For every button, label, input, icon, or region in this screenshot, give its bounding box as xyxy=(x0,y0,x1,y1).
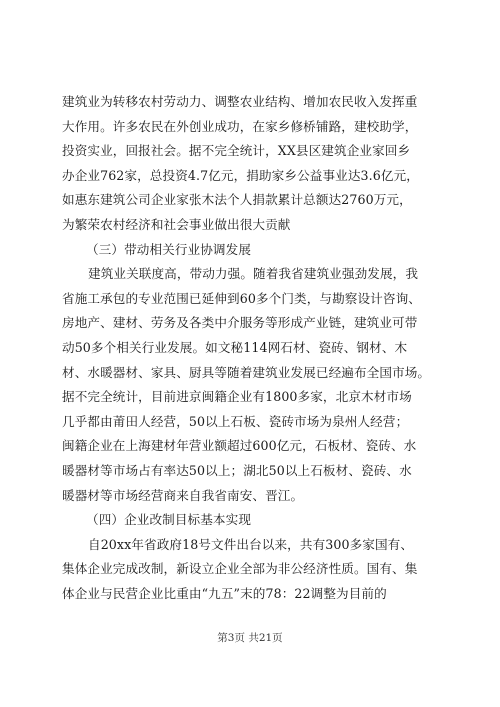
document-body xyxy=(62,90,444,606)
text-line: 省施工承包的专业范围已延伸到60多个门类，与勘察设计咨询、 xyxy=(62,290,421,306)
paragraph-first-line: 建筑业关联度高，带动力强。随着我省建筑业强劲发展，我 xyxy=(88,266,419,282)
text-line: 如惠东建筑公司企业家张木法个人捐款累计总额达2760万元， xyxy=(62,192,412,208)
text-line: 材、水暖器材、家具、厨具等随着建筑业发展已经遍布全国市场。 xyxy=(62,364,431,380)
text-line: 集体企业完成改制，新设立企业全部为非公经济性质。国有、集 xyxy=(62,561,418,577)
text-line: 闽籍企业在上海建材年营业额超过600亿元，石板材、瓷砖、水 xyxy=(62,438,417,454)
text-line: 房地产、建材、劳务及各类中介服务等形成产业链，建筑业可带 xyxy=(62,315,418,331)
text-line: 据不完全统计，目前进京闽籍企业有1800多家，北京木材市场 xyxy=(62,389,412,405)
text-line: 大作用。许多农民在外创业成功，在家乡修桥铺路，建校助学， xyxy=(62,118,418,134)
text-line: 暖器材等市场占有率达50以上；湖北50以上石板材、瓷砖、水 xyxy=(62,462,412,478)
text-line: 动50多个相关行业发展。如文秘114网石材、瓷砖、钢材、木 xyxy=(62,339,408,355)
text-line: 为繁荣农村经济和社会事业做出很大贡献 xyxy=(62,216,291,232)
page-number-footer: 第3页 共21页 xyxy=(217,632,283,644)
text-line: 投资实业，回报社会。据不完全统计，XX县区建筑企业家回乡 xyxy=(62,143,411,159)
text-line: 办企业762家，总投资4.7亿元，捐助家乡公益事业达3.6亿元， xyxy=(62,167,419,183)
section-heading-3: （三）带动相关行业协调发展 xyxy=(86,241,252,257)
text-line: 体企业与民营企业比重由“九五”末的78：22调整为目前的 xyxy=(62,585,387,601)
section-heading-4: （四）企业改制目标基本实现 xyxy=(86,512,252,528)
text-line: 暖器材等市场经营商来自我省南安、晋江。 xyxy=(62,487,304,503)
text-line: 几乎都由莆田人经营，50以上石板、瓷砖市场为泉州人经营； xyxy=(62,413,409,429)
paragraph-first-line: 自20xx年省政府18号文件出台以来，共有300多家国有、 xyxy=(88,536,414,552)
text-line: 建筑业为转移农村劳动力、调整农业结构、增加农民收入发挥重 xyxy=(62,94,418,109)
